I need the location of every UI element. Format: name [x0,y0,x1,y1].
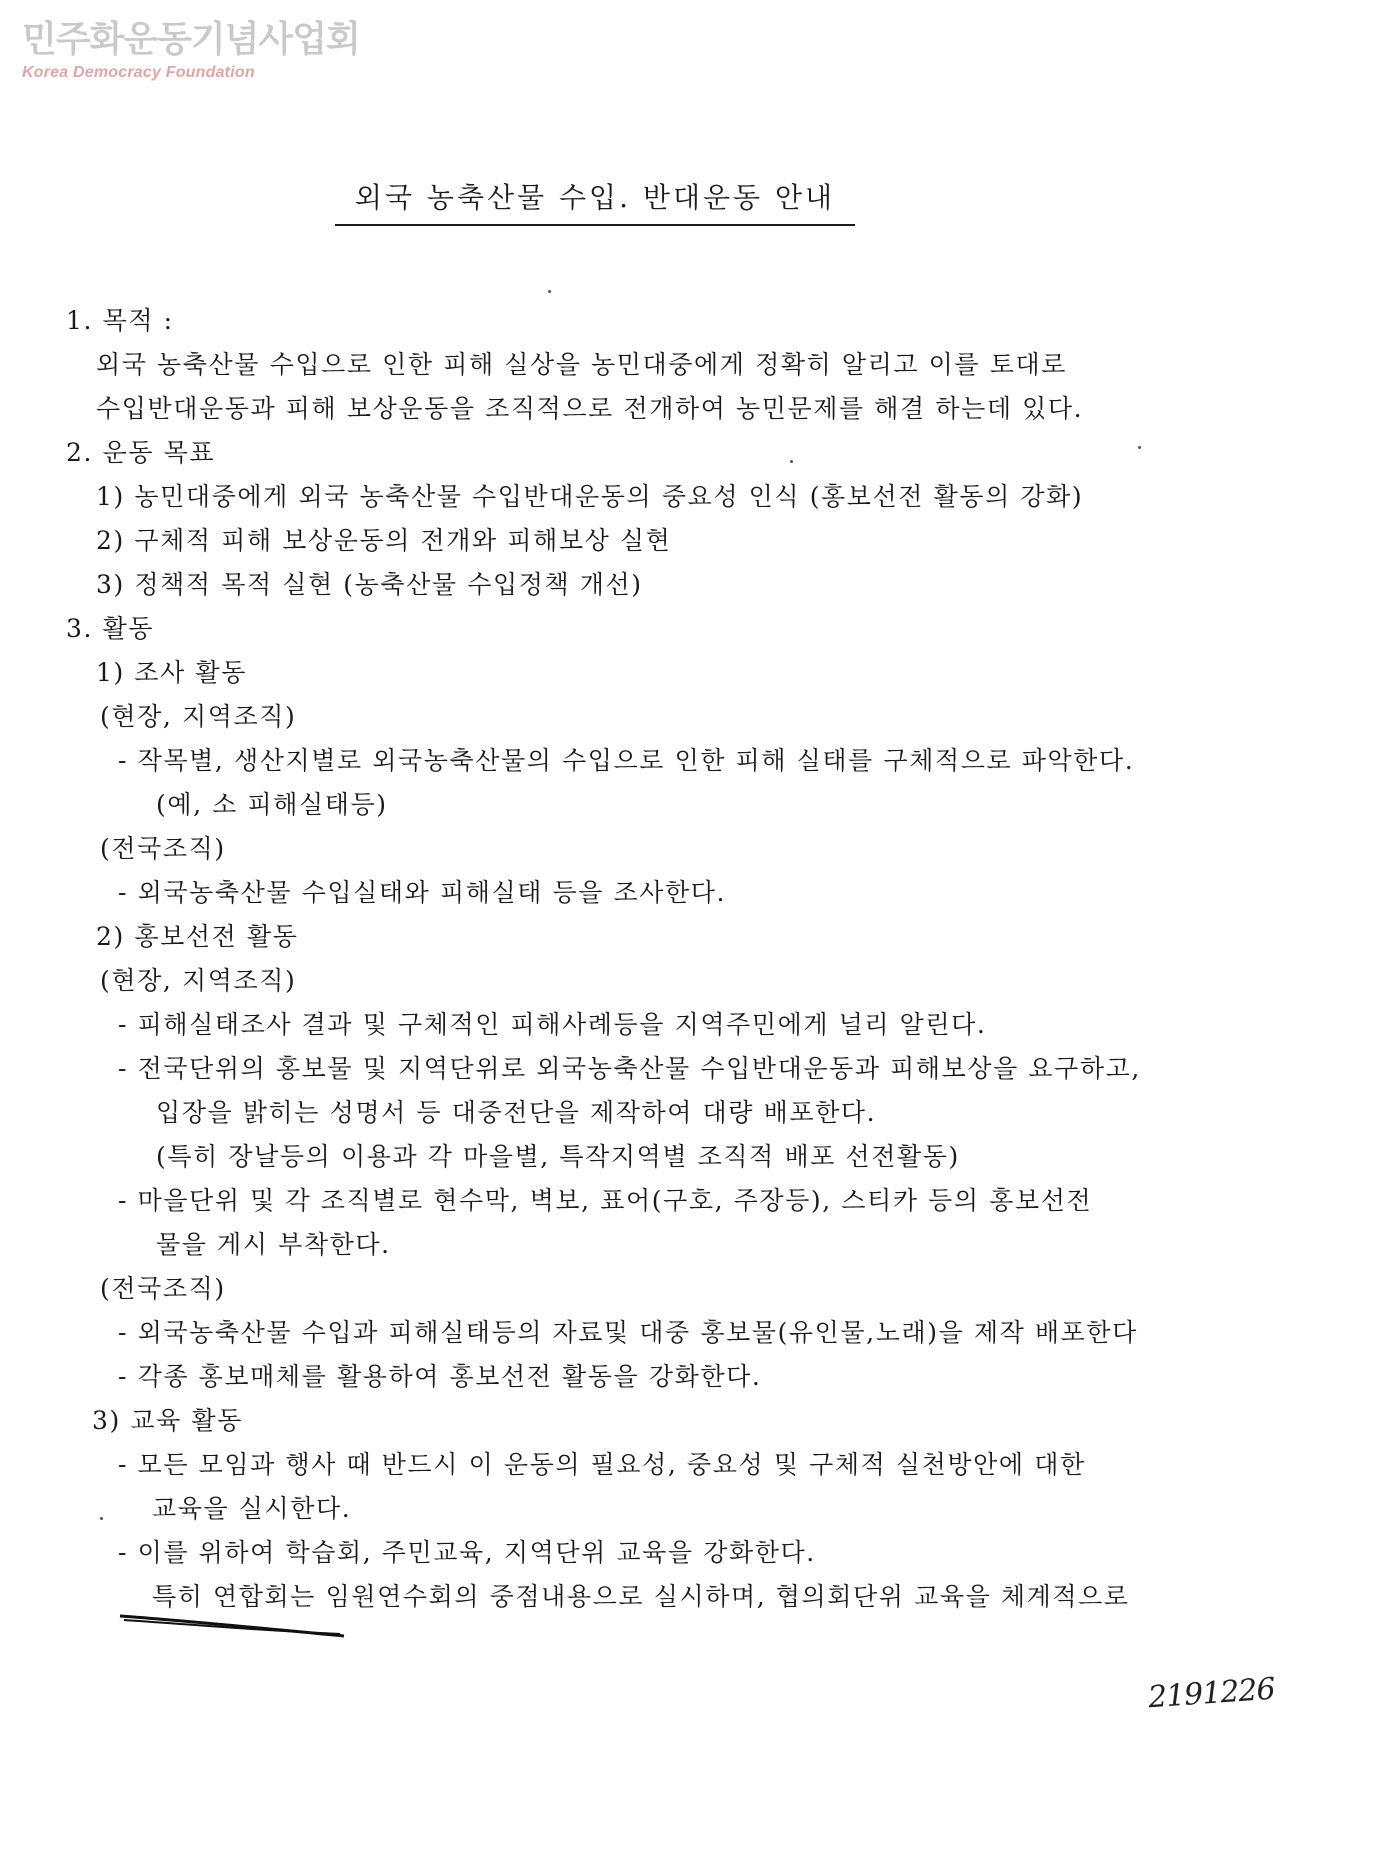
title-underline [335,224,855,226]
list-item: 3) 정책적 목적 실현 (농축산물 수입정책 개선) [96,570,643,599]
list-item: 교육을 실시한다. [152,1494,352,1523]
list-item: - 전국단위의 홍보물 및 지역단위로 외국농축산물 수입반대운동과 피해보상을 요구하고, [118,1054,1141,1083]
document-title: 외국 농축산물 수입. 반대운동 안내 [354,181,836,214]
section-heading: 3. 활동 [66,614,155,643]
list-item: - 이를 위하여 학습회, 주민교육, 지역단위 교육을 강화한다. [118,1538,816,1567]
list-item: - 각종 홍보매체를 활용하여 홍보선전 활동을 강화한다. [118,1362,762,1391]
list-item: 1) 농민대중에게 외국 농축산물 수입반대운동의 중요성 인식 (홍보선전 활동의 강화) [96,482,1084,511]
list-item: (특히 장날등의 이용과 각 마을별, 특작지역별 조직적 배포 선전활동) [156,1142,960,1171]
subsection-title: 2) 홍보선전 활동 [96,922,299,951]
paragraph-line: 외국 농축산물 수입으로 인한 피해 실상을 농민대중에게 정확히 알리고 이를 토대로 [96,350,1067,379]
list-item: 특히 연합회는 임원연수회의 중점내용으로 실시하며, 협의회단위 교육을 체계적으로 [152,1582,1130,1611]
list-item: - 작목별, 생산지별로 외국농축산물의 수입으로 인한 피해 실태를 구체적으로 파악한다. [118,746,1135,775]
handwritten-note: 2191226 [1146,1671,1276,1716]
list-item: 2) 구체적 피해 보상운동의 전개와 피해보상 실현 [96,526,672,555]
list-item: - 외국농축산물 수입실태와 피해실태 등을 조사한다. [118,878,727,907]
subsection-title: 1) 조사 활동 [96,658,247,687]
list-item: - 외국농축산물 수입과 피해실태등의 자료및 대중 홍보물(유인물,노래)을 제작 배포한다 [118,1318,1138,1347]
handwritten-strike-mark [118,1610,346,1638]
list-item: 입장을 밝히는 성명서 등 대중전단을 제작하여 대량 배포한다. [156,1098,877,1127]
scan-speck [1138,446,1141,449]
section-heading: 2. 운동 목표 [66,438,216,467]
list-item: (예, 소 피해실태등) [156,790,388,819]
watermark-english: Korea Democracy Foundation [22,64,255,81]
section-heading: 1. 목적 : [66,306,174,335]
watermark-korean: 민주화운동기념사업회 [22,19,360,60]
group-label: (전국조직) [100,1274,226,1303]
scan-speck [100,1517,103,1520]
list-item: - 모든 모임과 행사 때 반드시 이 운동의 필요성, 중요성 및 구체적 실천방안에 대한 [118,1450,1086,1479]
list-item: 물을 게시 부착한다. [156,1230,391,1259]
subsection-title: 3) 교육 활동 [92,1406,243,1435]
group-label: (현장, 지역조직) [100,702,297,731]
group-label: (현장, 지역조직) [100,966,297,995]
watermark-logo [22,20,360,82]
paragraph-line: 수입반대운동과 피해 보상운동을 조직적으로 전개하여 농민문제를 해결 하는데 있다. [96,394,1084,423]
group-label: (전국조직) [100,834,226,863]
list-item: - 피해실태조사 결과 및 구체적인 피해사례등을 지역주민에게 널리 알린다. [118,1010,987,1039]
scan-speck [548,290,551,293]
list-item: - 마을단위 및 각 조직별로 현수막, 벽보, 표어(구호, 주장등), 스티카 등의 홍보선전 [118,1186,1093,1215]
scan-speck [790,460,793,463]
